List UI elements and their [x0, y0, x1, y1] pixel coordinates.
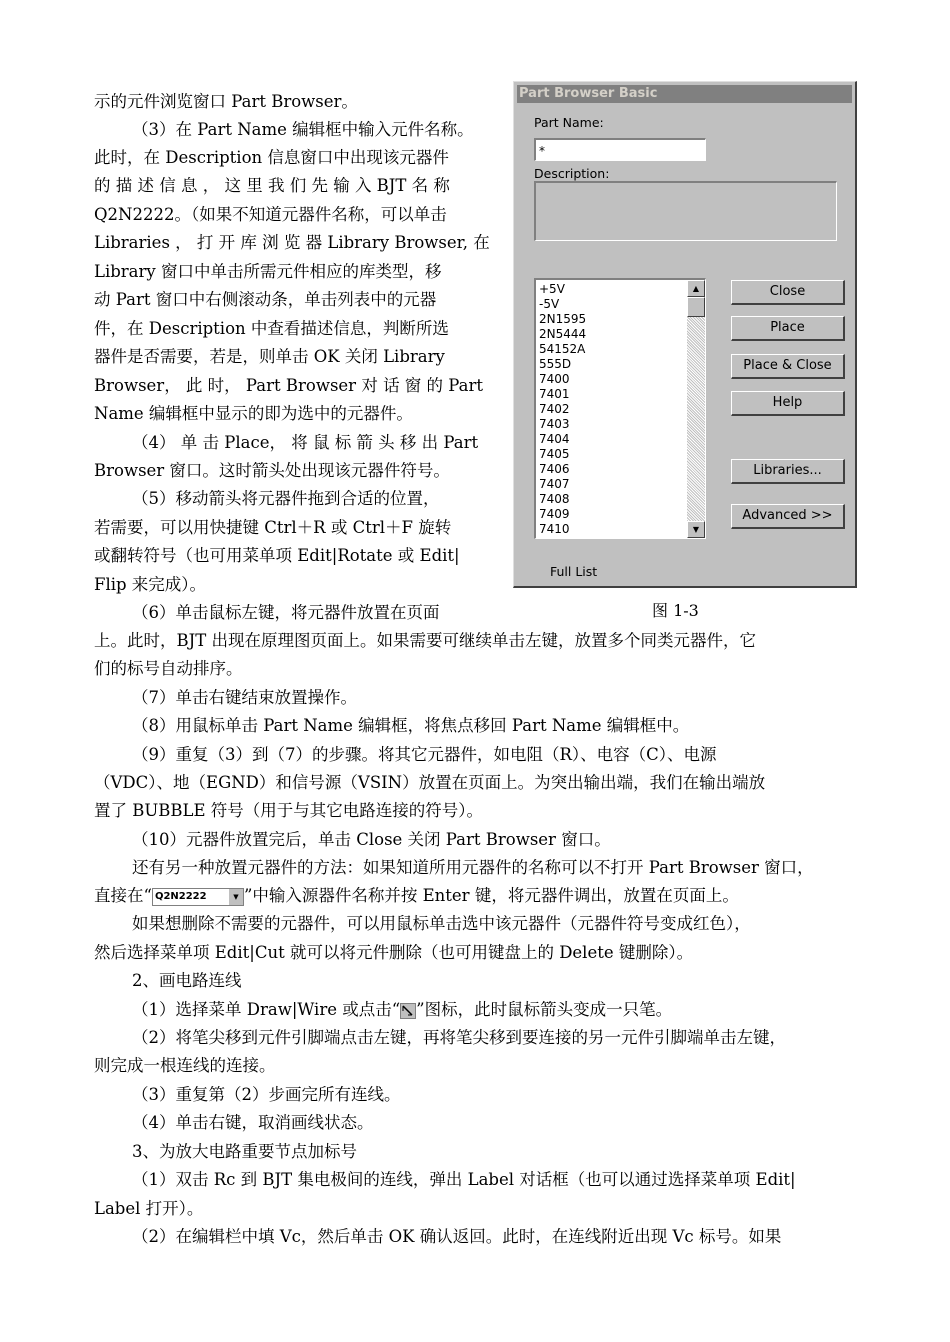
- part-browser-dialog: [513, 81, 857, 588]
- text-line-with-combo: [94, 885, 739, 907]
- text-line: （6）单击鼠标左键，将元器件放置在页面: [132, 603, 440, 622]
- part-list-item[interactable]: 7404: [539, 432, 570, 446]
- text-line: Library 窗口中单击所需元件相应的库类型，移: [94, 262, 442, 281]
- description-box: [534, 181, 837, 241]
- place-button[interactable]: Place: [731, 316, 845, 341]
- text-line: （4） 单 击 Place， 将 鼠 标 箭 头 移 出 Part: [132, 433, 479, 452]
- libraries-button[interactable]: Libraries...: [731, 459, 845, 484]
- text-line: 若需要，可以用快捷键 Ctrl＋R 或 Ctrl＋F 旋转: [94, 518, 452, 537]
- scroll-up-icon[interactable]: ▲: [687, 280, 705, 297]
- description-label: Description:: [534, 166, 610, 181]
- inline-text: ”图标，此时鼠标箭头变成一只笔。: [416, 1000, 673, 1019]
- text-line: 动 Part 窗口中右侧滚动条，单击列表中的元器: [94, 290, 437, 309]
- text-line: （3）在 Part Name 编辑框中输入元件名称。: [132, 120, 474, 139]
- text-line: 置了 BUBBLE 符号（用于与其它电路连接的符号）。: [94, 801, 484, 820]
- part-list-item[interactable]: 7405: [539, 447, 570, 461]
- part-list-item[interactable]: 7400: [539, 372, 570, 386]
- part-list-item[interactable]: 7406: [539, 462, 570, 476]
- part-list-item[interactable]: 7401: [539, 387, 570, 401]
- text-line: Libraries ， 打 开 库 浏 览 器 Library Browser, 在: [94, 233, 490, 252]
- text-line-with-icon: [132, 999, 672, 1021]
- close-button[interactable]: Close: [731, 280, 845, 305]
- text-line: （3）重复第（2）步画完所有连线。: [132, 1085, 401, 1104]
- text-line: （8）用鼠标单击 Part Name 编辑框，将焦点移回 Part Name 编辑框中。: [132, 716, 690, 735]
- part-name-label: Part Name:: [534, 115, 604, 130]
- inline-text: ”中输入源器件名称并按 Enter 键，将元器件调出，放置在页面上。: [243, 886, 739, 905]
- part-list-item[interactable]: 7403: [539, 417, 570, 431]
- part-list-item[interactable]: 7407: [539, 477, 570, 491]
- part-name-input[interactable]: [534, 138, 706, 161]
- text-line: 们的标号自动排序。: [94, 659, 243, 678]
- text-line: Name 编辑框中显示的即为选中的元器件。: [94, 404, 413, 423]
- text-line: 件，在 Description 中查看描述信息，判断所选: [94, 319, 449, 338]
- text-line: 器件是否需要，若是，则单击 OK 关闭 Library: [94, 347, 445, 366]
- text-line: （9）重复（3）到（7）的步骤。将其它元器件，如电阻（R）、电容（C）、电源: [132, 745, 717, 764]
- part-list-item[interactable]: 2N5444: [539, 327, 587, 341]
- text-line: 的 描 述 信 息 ， 这 里 我 们 先 输 入 BJT 名 称: [94, 176, 450, 195]
- part-list-item[interactable]: -5V: [539, 297, 560, 311]
- text-line: （4）单击右键，取消画线状态。: [132, 1113, 374, 1132]
- text-line: Browser， 此 时， Part Browser 对 话 窗 的 Part: [94, 376, 484, 395]
- text-line: 如果想删除不需要的元器件，可以用鼠标单击选中该元器件（元器件符号变成红色），: [132, 914, 751, 933]
- text-line: 或翻转符号（也可用菜单项 Edit|Rotate 或 Edit|: [94, 546, 460, 565]
- listbox-scrollbar[interactable]: [687, 280, 705, 538]
- part-list-item[interactable]: 7408: [539, 492, 570, 506]
- figure-caption: 图 1-3: [652, 601, 699, 620]
- text-line: 还有另一种放置元器件的方法：如果知道所用元器件的名称可以不打开 Part Browser 窗口，: [132, 858, 814, 877]
- text-line: Flip 来完成）。: [94, 575, 207, 594]
- text-line: 2、画电路连线: [132, 971, 242, 990]
- text-line: （10）元器件放置完后，单击 Close 关闭 Part Browser 窗口。: [132, 830, 611, 849]
- text-line: 然后选择菜单项 Edit|Cut 就可以将元件删除（也可用键盘上的 Delete 键删除）。: [94, 943, 694, 962]
- text-line: 3、为放大电路重要节点加标号: [132, 1142, 357, 1161]
- combo-value: Q2N2222: [154, 890, 207, 902]
- part-list-item[interactable]: 7410: [539, 522, 570, 536]
- wire-pencil-icon[interactable]: [400, 1003, 416, 1019]
- help-button[interactable]: Help: [731, 391, 845, 416]
- part-list-item[interactable]: 7402: [539, 402, 570, 416]
- text-line: Label 打开）。: [94, 1199, 204, 1218]
- dropdown-arrow-icon[interactable]: ▼: [228, 889, 243, 905]
- part-combo-box[interactable]: [152, 888, 244, 906]
- scroll-down-icon[interactable]: ▼: [687, 521, 705, 538]
- inline-text: （1）选择菜单 Draw|Wire 或点击“: [132, 1000, 401, 1019]
- part-list-item[interactable]: 555D: [539, 357, 572, 371]
- part-list-item[interactable]: 54152A: [539, 342, 586, 356]
- place-close-button[interactable]: Place & Close: [731, 354, 845, 379]
- text-line: （7）单击右键结束放置操作。: [132, 688, 357, 707]
- text-line: （VDC）、地（EGND）和信号源（VSIN）放置在页面上。为突出输出端，我们在输出端放: [94, 773, 766, 792]
- part-list-item[interactable]: 7409: [539, 507, 570, 521]
- text-line: 此时，在 Description 信息窗口中出现该元器件: [94, 148, 449, 167]
- parts-listbox[interactable]: [534, 278, 706, 539]
- text-line: （2）在编辑栏中填 Vc，然后单击 OK 确认返回。此时，在连线附近出现 Vc 标号。如果: [132, 1227, 782, 1246]
- part-name-value: *: [539, 144, 545, 158]
- part-list-item[interactable]: 2N1595: [539, 312, 587, 326]
- advanced-button[interactable]: Advanced >>: [731, 504, 845, 529]
- text-line: Q2N2222。（如果不知道元器件名称，可以单击: [94, 205, 447, 224]
- text-line: 则完成一根连线的连接。: [94, 1056, 276, 1075]
- scroll-thumb[interactable]: [687, 297, 705, 317]
- dialog-title: Part Browser Basic: [517, 85, 852, 103]
- text-line: Browser 窗口。这时箭头处出现该元器件符号。: [94, 461, 450, 480]
- inline-text: 直接在“: [94, 886, 152, 905]
- text-line: （2）将笔尖移到元件引脚端点击左键，再将笔尖移到要连接的另一元件引脚端单击左键，: [132, 1028, 786, 1047]
- text-line: （1）双击 Rc 到 BJT 集电极间的连线，弹出 Label 对话框（也可以通过选择菜单项 Edit|: [132, 1170, 796, 1189]
- text-line: 上。此时，BJT 出现在原理图页面上。如果需要可继续单击左键，放置多个同类元器件，它: [94, 631, 756, 650]
- part-list-item[interactable]: +5V: [539, 282, 565, 296]
- full-list-label: Full List: [550, 564, 598, 579]
- text-line: 示的元件浏览窗口 Part Browser。: [94, 92, 358, 111]
- text-line: （5）移动箭头将元器件拖到合适的位置，: [132, 489, 440, 508]
